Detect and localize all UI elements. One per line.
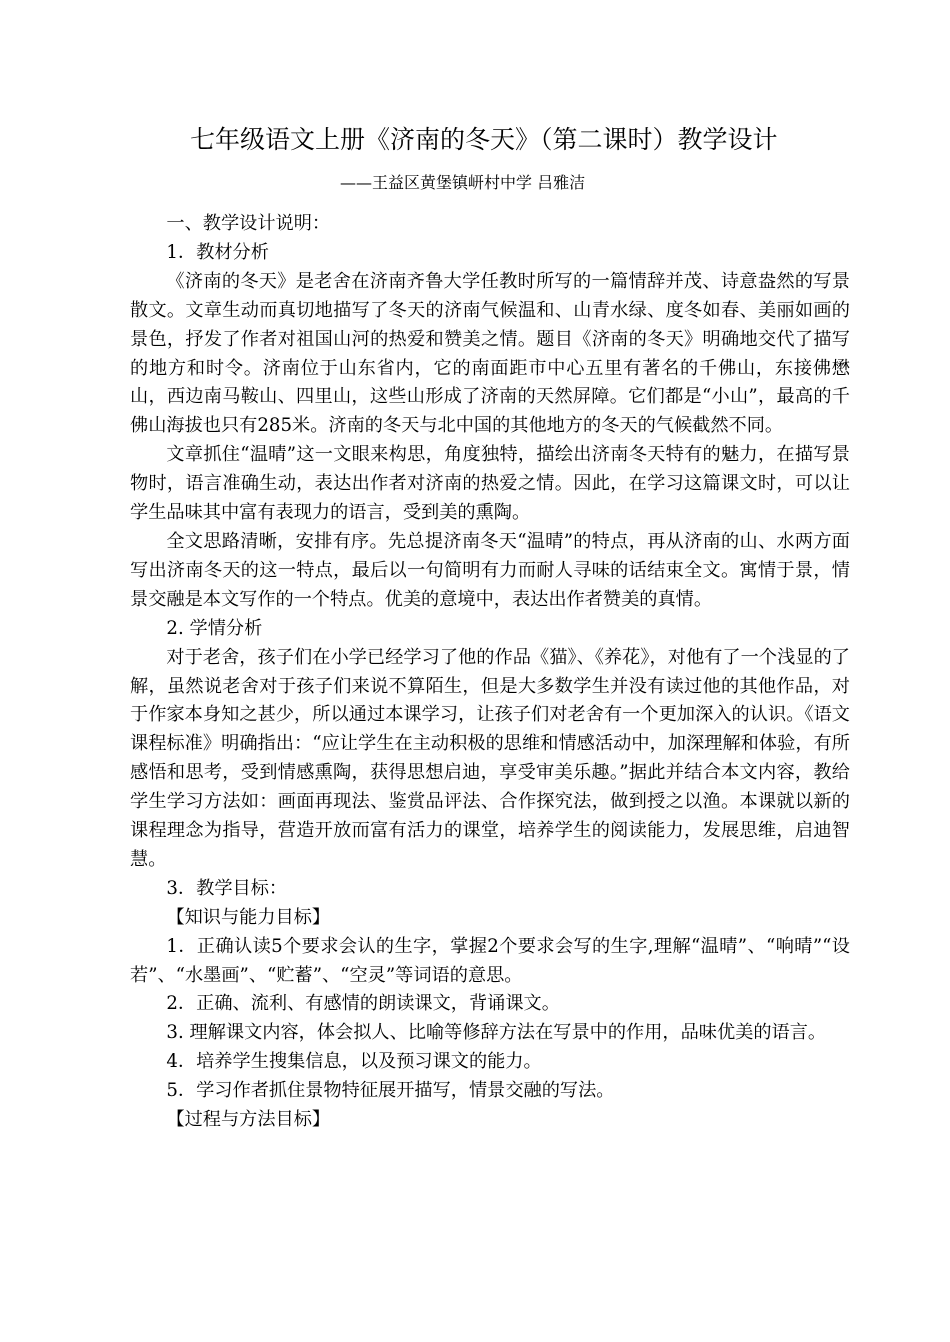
body-paragraph: 《济南的冬天》是老舍在济南齐鲁大学任教时所写的一篇情辞并茂、诗意盎然的写景散文。文章生动而真切地描写了冬天的济南气候温和、山青水绿、度冬如春、美丽如画的景色，抒发了作者对祖国山河的热爱和赞美之情。题目《济南的冬天》明确地交代了描写的地方和时令。济南位于山东省内，它的南面距市中心五里有著名的千佛山，东接佛懋山，西边南马鞍山、四里山，这些山形成了济南的天然屏障。它们都是“小山”，最高的千佛山海拔也只有285米。济南的冬天与北中国的其他地方的冬天的气候截然不同。 (130, 270, 850, 437)
subsection-heading: 3．教学目标： (166, 877, 288, 899)
subsection-heading: 2. 学情分析 (166, 617, 263, 639)
goal-item: 2．正确、流利、有感情的朗读课文，背诵课文。 (166, 993, 560, 1015)
subsection-heading: 1．教材分析 (166, 241, 269, 263)
body-paragraph: 全文思路清晰，安排有序。先总提济南冬天“温晴”的特点，再从济南的山、水两方面写出济南冬天的这一特点，最后以一句简明有力而耐人寻味的话结束全文。寓情于景，情景交融是本文写作的一个特点。优美的意境中，表达出作者赞美的真情。 (130, 530, 850, 610)
goal-item: 1．正确认读5个要求会认的生字，掌握2个要求会写的生字,理解“温晴”、“响晴”“设若”、“水墨画”、“贮蓄”、“空灵”等词语的意思。 (130, 935, 850, 986)
body-paragraph: 对于老舍，孩子们在小学已经学习了他的作品《猫》、《养花》，对他有了一个浅显的了解，虽然说老舍对于孩子们来说不算陌生，但是大多数学生并没有读过他的其他作品，对于作家本身知之甚少，所以通过本课学习，让孩子们对老舍有一个更加深入的认识。《语文课程标准》明确指出：“应让学生在主动积极的思维和情感活动中，加深理解和体验，有所感悟和思考，受到情感熏陶，获得思想启迪，享受审美乐趣。”据此并结合本文内容，教给学生学习方法如：画面再现法、鉴赏品评法、合作探究法，做到授之以渔。本课就以新的课程理念为指导，营造开放而富有活力的课堂，培养学生的阅读能力，发展思维，启迪智慧。 (130, 646, 850, 870)
document-title: 七年级语文上册《济南的冬天》（第二课时）教学设计 (190, 125, 778, 154)
goal-item: 4．培养学生搜集信息，以及预习课文的能力。 (166, 1051, 542, 1073)
section-heading: 一、教学设计说明： (166, 213, 331, 234)
goal-category-heading: 【知识与能力目标】 (166, 906, 331, 928)
body-paragraph: 文章抓住“温晴”这一文眼来构思，角度独特，描绘出济南冬天特有的魅力，在描写景物时，语言准确生动，表达出作者对济南的热爱之情。因此，在学习这篇课文时，可以让学生品味其中富有表现力的语言，受到美的熏陶。 (130, 444, 850, 524)
goal-category-heading: 【过程与方法目标】 (166, 1109, 331, 1131)
goal-item: 5．学习作者抓住景物特征展开描写，情景交融的写法。 (166, 1080, 615, 1102)
goal-item: 3. 理解课文内容，体会拟人、比喻等修辞方法在写景中的作用，品味优美的语言。 (166, 1022, 827, 1044)
document-body (130, 210, 850, 1135)
document-subtitle: ——王益区黄堡镇岍村中学 吕雅洁 (340, 173, 586, 192)
